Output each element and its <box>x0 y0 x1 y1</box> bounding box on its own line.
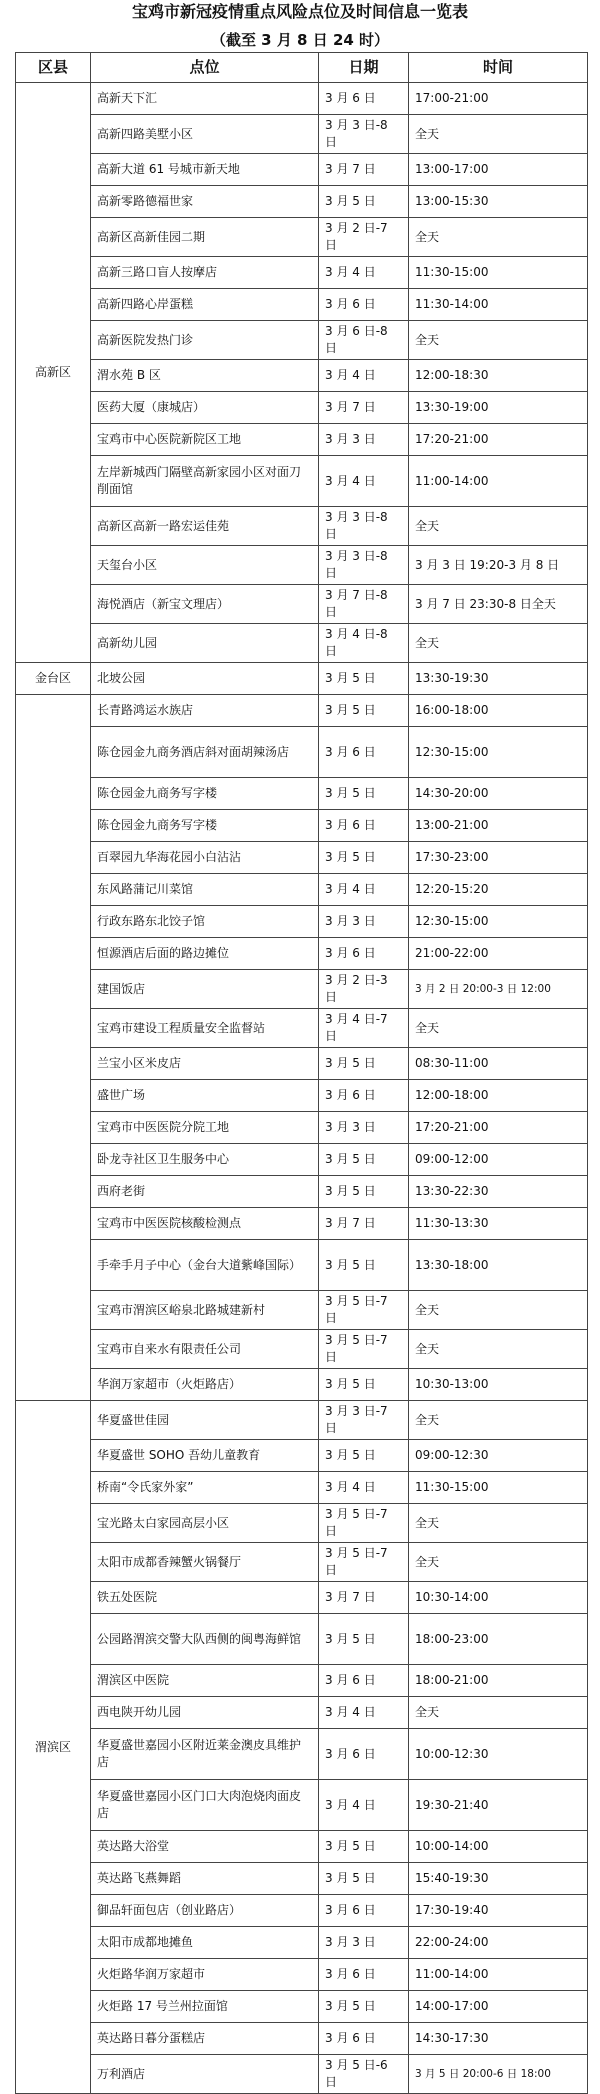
date-cell: 3 月 5 日 <box>319 1440 409 1472</box>
location-cell: 长青路鸿运水族店 <box>91 695 319 727</box>
time-cell: 10:30-14:00 <box>409 1582 588 1614</box>
date-cell: 3 月 3 日-8 日 <box>319 507 409 546</box>
table-row <box>16 424 588 456</box>
table-row <box>16 1582 588 1614</box>
date-cell: 3 月 4 日 <box>319 257 409 289</box>
location-cell: 西府老街 <box>91 1176 319 1208</box>
time-cell: 18:00-21:00 <box>409 1665 588 1697</box>
table-row <box>16 2055 588 2094</box>
location-cell: 华夏盛世 SOHO 吾幼儿童教育 <box>91 1440 319 1472</box>
table-row <box>16 874 588 906</box>
location-cell: 高新区高新佳园二期 <box>91 218 319 257</box>
table-row <box>16 2023 588 2055</box>
location-cell: 天玺台小区 <box>91 546 319 585</box>
date-cell: 3 月 5 日-7 日 <box>319 1291 409 1330</box>
location-cell: 太阳市成都香辣蟹火锅餐厅 <box>91 1543 319 1582</box>
location-cell: 华润万家超市（火炬路店） <box>91 1369 319 1401</box>
district-cell: 金台区 <box>16 663 91 695</box>
header-location: 点位 <box>91 53 319 83</box>
date-cell: 3 月 5 日-7 日 <box>319 1330 409 1369</box>
table-row <box>16 1991 588 2023</box>
location-cell: 高新大道 61 号城市新天地 <box>91 154 319 186</box>
district-cell <box>16 695 91 1401</box>
time-cell: 18:00-23:00 <box>409 1614 588 1665</box>
table-row <box>16 360 588 392</box>
location-cell: 英达路日暮分蛋糕店 <box>91 2023 319 2055</box>
location-cell: 高新三路口盲人按摩店 <box>91 257 319 289</box>
time-cell: 13:30-22:30 <box>409 1176 588 1208</box>
location-cell: 英达路大浴堂 <box>91 1831 319 1863</box>
date-cell: 3 月 5 日 <box>319 1863 409 1895</box>
date-cell: 3 月 7 日 <box>319 392 409 424</box>
time-cell: 09:00-12:00 <box>409 1144 588 1176</box>
location-cell: 渭滨区中医院 <box>91 1665 319 1697</box>
table-row <box>16 1780 588 1831</box>
time-cell: 13:00-21:00 <box>409 810 588 842</box>
table-row <box>16 186 588 218</box>
date-cell: 3 月 4 日-7 日 <box>319 1009 409 1048</box>
location-cell: 宝光路太白家园高层小区 <box>91 1504 319 1543</box>
table-row <box>16 456 588 507</box>
table-row <box>16 624 588 663</box>
date-cell: 3 月 6 日 <box>319 2023 409 2055</box>
time-cell: 全天 <box>409 115 588 154</box>
table-row <box>16 1543 588 1582</box>
table-row <box>16 546 588 585</box>
date-cell: 3 月 5 日 <box>319 842 409 874</box>
date-cell: 3 月 3 日 <box>319 1112 409 1144</box>
date-cell: 3 月 5 日 <box>319 1831 409 1863</box>
time-cell: 3 月 2 日 20:00-3 日 12:00 <box>409 970 588 1009</box>
time-cell: 全天 <box>409 1543 588 1582</box>
table-row <box>16 1291 588 1330</box>
time-cell: 13:30-19:30 <box>409 663 588 695</box>
date-cell: 3 月 6 日 <box>319 938 409 970</box>
date-cell: 3 月 4 日 <box>319 360 409 392</box>
location-cell: 卧龙寺社区卫生服务中心 <box>91 1144 319 1176</box>
date-cell: 3 月 3 日-8 日 <box>319 546 409 585</box>
time-cell: 13:30-19:00 <box>409 392 588 424</box>
date-cell: 3 月 6 日 <box>319 83 409 115</box>
time-cell: 全天 <box>409 1401 588 1440</box>
date-cell: 3 月 5 日-6 日 <box>319 2055 409 2094</box>
location-cell: 建国饭店 <box>91 970 319 1009</box>
table-row <box>16 938 588 970</box>
time-cell: 全天 <box>409 624 588 663</box>
table-row <box>16 970 588 1009</box>
date-cell: 3 月 5 日 <box>319 1614 409 1665</box>
date-cell: 3 月 4 日 <box>319 1780 409 1831</box>
time-cell: 15:40-19:30 <box>409 1863 588 1895</box>
header-row <box>16 53 588 83</box>
district-cell: 渭滨区 <box>16 1401 91 2094</box>
time-cell: 17:20-21:00 <box>409 424 588 456</box>
table-row <box>16 1240 588 1291</box>
location-cell: 御品轩面包店（创业路店） <box>91 1895 319 1927</box>
time-cell: 全天 <box>409 1291 588 1330</box>
date-cell: 3 月 4 日 <box>319 1697 409 1729</box>
date-cell: 3 月 5 日 <box>319 1240 409 1291</box>
time-cell: 3 月 5 日 20:00-6 日 18:00 <box>409 2055 588 2094</box>
location-cell: 华夏盛世佳园 <box>91 1401 319 1440</box>
time-cell: 全天 <box>409 1504 588 1543</box>
table-row <box>16 695 588 727</box>
table-row <box>16 154 588 186</box>
time-cell: 17:00-21:00 <box>409 83 588 115</box>
date-cell: 3 月 6 日 <box>319 1895 409 1927</box>
location-cell: 行政东路东北饺子馆 <box>91 906 319 938</box>
location-cell: 高新幼儿园 <box>91 624 319 663</box>
table-row <box>16 778 588 810</box>
date-cell: 3 月 7 日 <box>319 1208 409 1240</box>
location-cell: 北坡公园 <box>91 663 319 695</box>
time-cell: 11:30-14:00 <box>409 289 588 321</box>
table-row <box>16 1009 588 1048</box>
time-cell: 全天 <box>409 218 588 257</box>
location-cell: 宝鸡市渭滨区峪泉北路城建新村 <box>91 1291 319 1330</box>
table-row <box>16 83 588 115</box>
location-cell: 宝鸡市自来水有限责任公司 <box>91 1330 319 1369</box>
date-cell: 3 月 6 日 <box>319 289 409 321</box>
table-row <box>16 1144 588 1176</box>
date-cell: 3 月 5 日 <box>319 1369 409 1401</box>
time-cell: 全天 <box>409 1009 588 1048</box>
table-row <box>16 727 588 778</box>
table-row <box>16 1440 588 1472</box>
table-row <box>16 507 588 546</box>
time-cell: 09:00-12:30 <box>409 1440 588 1472</box>
table-row <box>16 1080 588 1112</box>
table-row <box>16 1959 588 1991</box>
date-cell: 3 月 6 日 <box>319 1729 409 1780</box>
location-cell: 火炬路华润万家超市 <box>91 1959 319 1991</box>
time-cell: 全天 <box>409 321 588 360</box>
time-cell: 16:00-18:00 <box>409 695 588 727</box>
location-cell: 高新医院发热门诊 <box>91 321 319 360</box>
time-cell: 17:20-21:00 <box>409 1112 588 1144</box>
table-row <box>16 1369 588 1401</box>
table-row <box>16 289 588 321</box>
location-cell: 英达路飞燕舞蹈 <box>91 1863 319 1895</box>
location-cell: 西电陕开幼儿园 <box>91 1697 319 1729</box>
table-row <box>16 257 588 289</box>
table-row <box>16 1927 588 1959</box>
table-row <box>16 218 588 257</box>
date-cell: 3 月 2 日-7 日 <box>319 218 409 257</box>
table-row <box>16 585 588 624</box>
time-cell: 11:30-13:30 <box>409 1208 588 1240</box>
time-cell: 11:30-15:00 <box>409 257 588 289</box>
location-cell: 华夏盛世嘉园小区门口大肉泡烧肉面皮店 <box>91 1780 319 1831</box>
date-cell: 3 月 4 日 <box>319 1472 409 1504</box>
date-cell: 3 月 2 日-3 日 <box>319 970 409 1009</box>
date-cell: 3 月 5 日 <box>319 663 409 695</box>
location-cell: 宝鸡市中医医院分院工地 <box>91 1112 319 1144</box>
date-cell: 3 月 6 日 <box>319 1080 409 1112</box>
table-row <box>16 1863 588 1895</box>
table-row <box>16 1729 588 1780</box>
location-cell: 渭水苑 B 区 <box>91 360 319 392</box>
location-cell: 宝鸡市建设工程质量安全监督站 <box>91 1009 319 1048</box>
date-cell: 3 月 5 日 <box>319 1176 409 1208</box>
time-cell: 全天 <box>409 507 588 546</box>
table-row <box>16 1112 588 1144</box>
location-cell: 盛世广场 <box>91 1080 319 1112</box>
table-row <box>16 392 588 424</box>
date-cell: 3 月 5 日 <box>319 778 409 810</box>
date-cell: 3 月 5 日 <box>319 695 409 727</box>
header-district: 区县 <box>16 53 91 83</box>
table-row <box>16 1176 588 1208</box>
risk-location-table <box>15 52 588 2094</box>
time-cell: 19:30-21:40 <box>409 1780 588 1831</box>
table-row <box>16 663 588 695</box>
time-cell: 10:00-14:00 <box>409 1831 588 1863</box>
date-cell: 3 月 5 日 <box>319 1144 409 1176</box>
location-cell: 兰宝小区米皮店 <box>91 1048 319 1080</box>
location-cell: 华夏盛世嘉园小区附近莱金澳皮具维护店 <box>91 1729 319 1780</box>
page-subtitle: （截至 3 月 8 日 24 时） <box>210 31 390 49</box>
time-cell: 11:30-15:00 <box>409 1472 588 1504</box>
date-cell: 3 月 3 日-8 日 <box>319 115 409 154</box>
location-cell: 宝鸡市中心医院新院区工地 <box>91 424 319 456</box>
table-row <box>16 842 588 874</box>
time-cell: 3 月 3 日 19:20-3 月 8 日 <box>409 546 588 585</box>
date-cell: 3 月 5 日-7 日 <box>319 1543 409 1582</box>
table-body <box>16 83 588 2094</box>
table-row <box>16 1401 588 1440</box>
date-cell: 3 月 5 日 <box>319 1991 409 2023</box>
time-cell: 3 月 7 日 23:30-8 日全天 <box>409 585 588 624</box>
time-cell: 11:00-14:00 <box>409 456 588 507</box>
location-cell: 高新零路德福世家 <box>91 186 319 218</box>
date-cell: 3 月 7 日-8 日 <box>319 585 409 624</box>
time-cell: 13:00-15:30 <box>409 186 588 218</box>
time-cell: 13:00-17:00 <box>409 154 588 186</box>
date-cell: 3 月 5 日 <box>319 1048 409 1080</box>
page-title: 宝鸡市新冠疫情重点风险点位及时间信息一览表 <box>131 2 468 21</box>
location-cell: 东风路蒲记川菜馆 <box>91 874 319 906</box>
table-row <box>16 1831 588 1863</box>
date-cell: 3 月 6 日 <box>319 810 409 842</box>
header-time: 时间 <box>409 53 588 83</box>
date-cell: 3 月 4 日-8 日 <box>319 624 409 663</box>
location-cell: 桥南“令氏家外家” <box>91 1472 319 1504</box>
date-cell: 3 月 5 日 <box>319 186 409 218</box>
location-cell: 海悦酒店（新宝文理店） <box>91 585 319 624</box>
header-date: 日期 <box>319 53 409 83</box>
location-cell: 高新四路心岸蛋糕 <box>91 289 319 321</box>
table-row <box>16 321 588 360</box>
location-cell: 铁五处医院 <box>91 1582 319 1614</box>
time-cell: 13:30-18:00 <box>409 1240 588 1291</box>
table-row <box>16 1330 588 1369</box>
table-row <box>16 1614 588 1665</box>
location-cell: 高新天下汇 <box>91 83 319 115</box>
table-row <box>16 115 588 154</box>
table-row <box>16 1048 588 1080</box>
location-cell: 宝鸡市中医医院核酸检测点 <box>91 1208 319 1240</box>
table-row <box>16 906 588 938</box>
location-cell: 太阳市成都地摊鱼 <box>91 1927 319 1959</box>
date-cell: 3 月 6 日-8 日 <box>319 321 409 360</box>
location-cell: 高新四路美墅小区 <box>91 115 319 154</box>
date-cell: 3 月 7 日 <box>319 154 409 186</box>
time-cell: 11:00-14:00 <box>409 1959 588 1991</box>
date-cell: 3 月 4 日 <box>319 456 409 507</box>
table-row <box>16 1665 588 1697</box>
date-cell: 3 月 3 日-7 日 <box>319 1401 409 1440</box>
table-row <box>16 1697 588 1729</box>
time-cell: 14:30-20:00 <box>409 778 588 810</box>
table-row <box>16 1895 588 1927</box>
date-cell: 3 月 7 日 <box>319 1582 409 1614</box>
time-cell: 14:30-17:30 <box>409 2023 588 2055</box>
date-cell: 3 月 6 日 <box>319 1959 409 1991</box>
location-cell: 公园路渭滨交警大队西侧的闽粤海鲜馆 <box>91 1614 319 1665</box>
date-cell: 3 月 6 日 <box>319 1665 409 1697</box>
time-cell: 12:30-15:00 <box>409 727 588 778</box>
time-cell: 12:00-18:30 <box>409 360 588 392</box>
district-cell: 高新区 <box>16 83 91 663</box>
time-cell: 12:00-18:00 <box>409 1080 588 1112</box>
location-cell: 百翠园九华海花园小白沾沾 <box>91 842 319 874</box>
time-cell: 全天 <box>409 1330 588 1369</box>
time-cell: 全天 <box>409 1697 588 1729</box>
time-cell: 08:30-11:00 <box>409 1048 588 1080</box>
table-row <box>16 1504 588 1543</box>
time-cell: 17:30-23:00 <box>409 842 588 874</box>
table-row <box>16 1208 588 1240</box>
time-cell: 17:30-19:40 <box>409 1895 588 1927</box>
location-cell: 高新区高新一路宏运佳苑 <box>91 507 319 546</box>
location-cell: 万利酒店 <box>91 2055 319 2094</box>
location-cell: 火炬路 17 号兰州拉面馆 <box>91 1991 319 2023</box>
date-cell: 3 月 4 日 <box>319 874 409 906</box>
time-cell: 12:20-15:20 <box>409 874 588 906</box>
location-cell: 陈仓园金九商务写字楼 <box>91 778 319 810</box>
date-cell: 3 月 3 日 <box>319 906 409 938</box>
location-cell: 手牵手月子中心（金台大道紫峰国际） <box>91 1240 319 1291</box>
location-cell: 左岸新城西门隔壁高新家园小区对面刀削面馆 <box>91 456 319 507</box>
time-cell: 22:00-24:00 <box>409 1927 588 1959</box>
location-cell: 陈仓园金九商务写字楼 <box>91 810 319 842</box>
date-cell: 3 月 5 日-7 日 <box>319 1504 409 1543</box>
time-cell: 10:30-13:00 <box>409 1369 588 1401</box>
date-cell: 3 月 3 日 <box>319 1927 409 1959</box>
table-row <box>16 810 588 842</box>
date-cell: 3 月 3 日 <box>319 424 409 456</box>
location-cell: 恒源酒店后面的路边摊位 <box>91 938 319 970</box>
location-cell: 陈仓园金九商务酒店斜对面胡辣汤店 <box>91 727 319 778</box>
time-cell: 12:30-15:00 <box>409 906 588 938</box>
date-cell: 3 月 6 日 <box>319 727 409 778</box>
location-cell: 医药大厦（康城店） <box>91 392 319 424</box>
table-row <box>16 1472 588 1504</box>
time-cell: 14:00-17:00 <box>409 1991 588 2023</box>
time-cell: 10:00-12:30 <box>409 1729 588 1780</box>
time-cell: 21:00-22:00 <box>409 938 588 970</box>
